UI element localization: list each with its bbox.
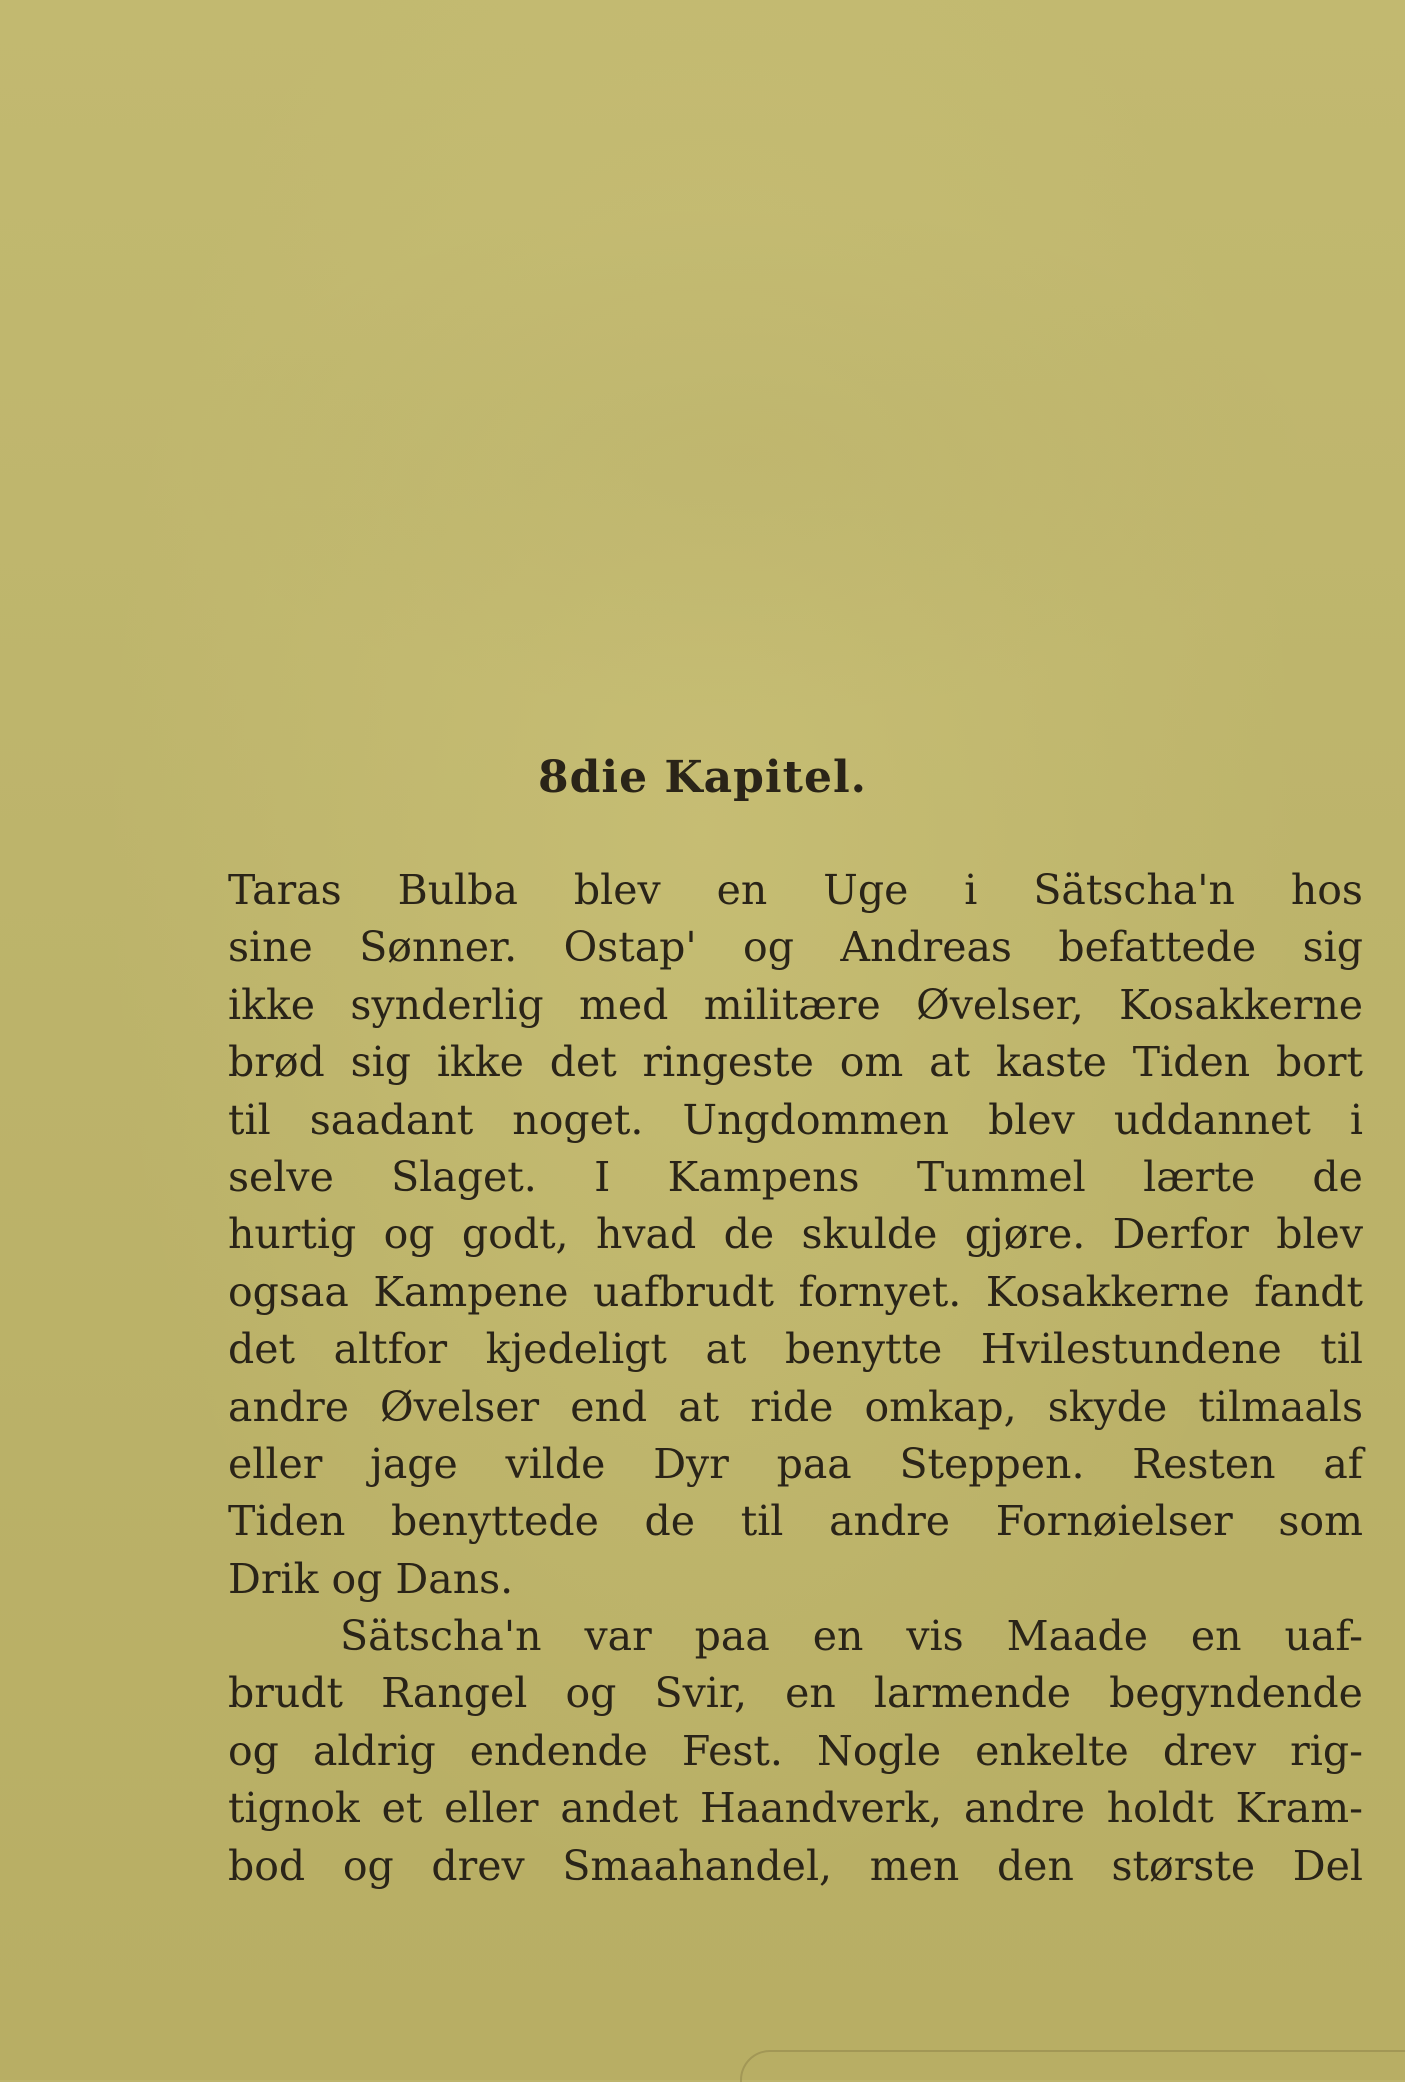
word: Dyr <box>653 1439 729 1488</box>
word: de <box>1312 1152 1363 1201</box>
word: blev <box>988 1095 1075 1144</box>
word: ikke <box>436 1038 524 1087</box>
word: ringeste <box>642 1038 814 1087</box>
word: et <box>381 1784 423 1833</box>
word: larmende <box>873 1669 1072 1718</box>
word: til <box>228 1095 271 1144</box>
word: og <box>565 1669 617 1718</box>
word: Fornøielser <box>995 1497 1233 1546</box>
word: blev <box>1276 1210 1363 1259</box>
text-line <box>228 1780 1363 1837</box>
word: Tiden <box>1132 1038 1251 1087</box>
page-corner-fold <box>740 2050 1405 2082</box>
word: paa <box>776 1439 852 1488</box>
word: til <box>1320 1325 1363 1374</box>
word: omkap, <box>864 1382 1017 1431</box>
word: uaf- <box>1284 1612 1363 1661</box>
word: en <box>716 866 768 914</box>
text-line <box>228 977 1363 1034</box>
word: en <box>1190 1612 1242 1661</box>
word: befattede <box>1058 923 1257 972</box>
word: sine <box>228 923 313 972</box>
word: Øvelser <box>380 1382 540 1431</box>
word: I <box>594 1152 611 1201</box>
word: uafbrudt <box>593 1267 774 1316</box>
word: andre <box>829 1497 951 1546</box>
word: Fest. <box>681 1726 783 1775</box>
word: Andreas <box>840 923 1012 972</box>
word: tilmaals <box>1198 1382 1363 1431</box>
word: Bulba <box>397 866 518 914</box>
word: Kampene <box>373 1267 569 1316</box>
word: bod <box>228 1841 306 1890</box>
word: eller <box>444 1784 539 1833</box>
text-line <box>228 1149 1363 1206</box>
word: men <box>869 1841 960 1890</box>
text-line <box>228 919 1363 976</box>
body-text <box>228 862 1363 1895</box>
word: brudt <box>228 1669 343 1718</box>
word: Taras <box>228 866 342 914</box>
word: de <box>723 1210 775 1259</box>
word: lærte <box>1143 1152 1256 1201</box>
text-line <box>228 1206 1363 1263</box>
word: tignok <box>228 1784 360 1833</box>
word: Kosakkerne <box>1119 980 1363 1029</box>
word: andet <box>560 1784 679 1833</box>
word: benytte <box>784 1325 943 1374</box>
word: og <box>342 1841 394 1890</box>
text-line <box>228 1665 1363 1722</box>
word: Maade <box>1006 1612 1148 1661</box>
word: i <box>1349 1095 1363 1144</box>
word: holdt <box>1106 1784 1214 1833</box>
word: ikke <box>228 980 316 1029</box>
word: sig <box>1302 923 1363 972</box>
word: Resten <box>1132 1439 1276 1488</box>
word: synderlig <box>350 980 544 1029</box>
word: saadant <box>309 1095 474 1144</box>
word: største <box>1111 1841 1256 1890</box>
word: uddannet <box>1113 1095 1311 1144</box>
word: Smaahandel, <box>562 1841 833 1890</box>
word: Øvelser, <box>916 980 1084 1029</box>
text-line <box>228 1608 1363 1665</box>
text-line <box>228 1379 1363 1436</box>
word: Ungdommen <box>682 1095 950 1144</box>
word: Tiden <box>228 1497 346 1546</box>
word: drev <box>1162 1726 1257 1775</box>
text-line <box>228 1092 1363 1149</box>
word: og <box>228 1726 279 1775</box>
text-line <box>228 1838 1363 1895</box>
word: jage <box>370 1439 458 1488</box>
word: kjedeligt <box>485 1325 667 1374</box>
word: Kampens <box>667 1152 860 1201</box>
word: om <box>839 1038 904 1087</box>
word: som <box>1278 1497 1363 1546</box>
chapter-title: 8die Kapitel. <box>538 752 867 803</box>
word: bort <box>1275 1038 1363 1087</box>
word: fornyet. <box>798 1267 962 1316</box>
word: Hvilestundene <box>980 1325 1282 1374</box>
word: til <box>740 1497 784 1546</box>
word: Sätscha'n <box>1033 866 1235 914</box>
text-line <box>228 1493 1363 1550</box>
word: Steppen. <box>899 1439 1085 1488</box>
text-line <box>228 1321 1363 1378</box>
text-line <box>228 862 1363 919</box>
word: Svir, <box>654 1669 747 1718</box>
word: ogsaa <box>228 1267 349 1316</box>
word: var <box>584 1612 652 1661</box>
word: benyttede <box>391 1497 599 1546</box>
word: aldrig <box>312 1726 436 1775</box>
word: at <box>929 1038 971 1087</box>
word: drev <box>431 1841 525 1890</box>
text-line <box>228 1034 1363 1091</box>
word: begyndende <box>1109 1669 1363 1718</box>
word: Haandverk, <box>699 1784 943 1833</box>
word: paa <box>694 1612 770 1661</box>
word: selve <box>228 1152 334 1201</box>
word: at <box>705 1325 747 1374</box>
text-line <box>228 1264 1363 1321</box>
text-line <box>228 1436 1363 1493</box>
word: brød <box>228 1038 325 1087</box>
word: og <box>383 1210 435 1259</box>
word: Tummel <box>916 1152 1086 1201</box>
word: Sønner. <box>359 923 518 972</box>
word: gjøre. <box>964 1210 1086 1259</box>
word: skyde <box>1047 1382 1168 1431</box>
word: militære <box>703 980 881 1029</box>
word: den <box>996 1841 1074 1890</box>
word: Kram- <box>1235 1784 1363 1833</box>
word: det <box>228 1325 295 1374</box>
word: Kosakkerne <box>985 1267 1230 1316</box>
word: hvad <box>595 1210 697 1259</box>
word: Sätscha'n <box>340 1612 542 1661</box>
word: af <box>1323 1439 1363 1488</box>
word: Del <box>1292 1841 1363 1890</box>
word: godt, <box>461 1210 569 1259</box>
word: i <box>964 866 978 914</box>
text-line <box>228 1723 1363 1780</box>
word: andre <box>228 1382 349 1431</box>
word: noget. <box>512 1095 644 1144</box>
word: de <box>644 1497 696 1546</box>
word: Rangel <box>381 1669 528 1718</box>
word: endende <box>469 1726 648 1775</box>
word: ride <box>750 1382 834 1431</box>
show-through-area <box>170 200 1320 720</box>
word: Slaget. <box>391 1152 537 1201</box>
word: blev <box>573 866 661 914</box>
word: Ostap' <box>563 923 697 972</box>
word: andre <box>964 1784 1085 1833</box>
word: vis <box>906 1612 964 1661</box>
word: vilde <box>505 1439 606 1488</box>
word: Uge <box>823 866 909 914</box>
word: altfor <box>333 1325 448 1374</box>
word: eller <box>228 1439 323 1488</box>
word: Nogle <box>816 1726 942 1775</box>
word: at <box>678 1382 720 1431</box>
word: end <box>570 1382 648 1431</box>
word: fandt <box>1254 1267 1363 1316</box>
word: Derfor <box>1112 1210 1249 1259</box>
word: med <box>578 980 669 1029</box>
word: hurtig <box>228 1210 357 1259</box>
word: og <box>743 923 794 972</box>
word: skulde <box>801 1210 938 1259</box>
word: kaste <box>995 1038 1107 1087</box>
word: enkelte <box>975 1726 1129 1775</box>
word: det <box>549 1038 617 1087</box>
word: en <box>812 1612 864 1661</box>
word: hos <box>1290 866 1363 914</box>
text-line: Drik og Dans. <box>228 1554 514 1603</box>
word: sig <box>350 1038 411 1087</box>
word: rig- <box>1290 1726 1363 1775</box>
word: en <box>785 1669 836 1718</box>
